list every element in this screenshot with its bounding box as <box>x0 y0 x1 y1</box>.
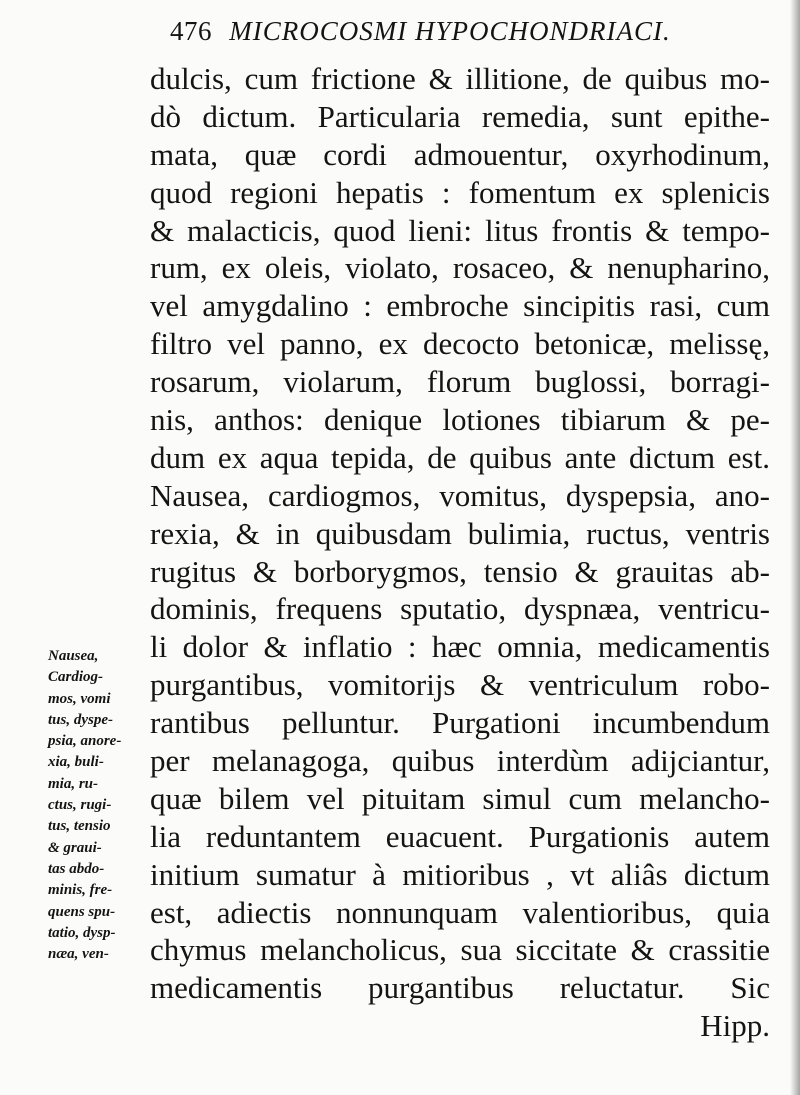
text-line: lia reduntantem euacuent. Purgationis autem <box>150 818 770 854</box>
text-line: li dolor & inflatio : hæc omnia, medicamentis <box>150 629 770 665</box>
margin-note-line: mos, vomi <box>48 690 111 707</box>
catchword-line: Hipp. <box>700 1008 770 1044</box>
text-line: filtro vel panno, ex decocto betonicæ, melissę, <box>150 326 770 362</box>
page-header <box>170 14 671 48</box>
text-line: purgantibus, vomitorijs & ventriculum robo- <box>150 667 770 703</box>
margin-note-line: tus, dyspe- <box>48 711 113 728</box>
margin-note-line: ctus, rugi- <box>48 797 112 814</box>
margin-note-line: minis, fre- <box>48 882 113 899</box>
margin-note-line: psia, anore- <box>48 733 122 750</box>
marginal-note <box>48 646 146 965</box>
text-line: quæ bilem vel pituitam simul cum melancho- <box>150 780 770 816</box>
text-line: est, adiectis nonnunquam valentioribus, quia <box>150 894 770 930</box>
text-line: dum ex aqua tepida, de quibus ante dictum est. <box>150 439 770 475</box>
main-text-column <box>150 60 770 1045</box>
margin-note-line: & graui- <box>48 839 102 856</box>
margin-note-line: quens spu- <box>48 903 116 920</box>
text-line: nis, anthos: denique lotiones tibiarum & pe- <box>150 402 770 438</box>
text-line: initium sumatur à mitioribus , vt aliâs dictum <box>150 856 770 892</box>
text-line: chymus melancholicus, sua siccitate & crassitie <box>150 932 770 968</box>
text-line: rantibus pelluntur. Purgationi incumbendum <box>150 705 770 741</box>
margin-note-line: tatio, dysp- <box>48 924 116 941</box>
text-line: medicamentis purgantibus reluctatur. Sic <box>150 970 770 1006</box>
text-line: dò dictum. Particularia remedia, sunt epithe- <box>150 98 770 134</box>
text-line: quod regioni hepatis : fomentum ex splenicis <box>150 174 770 210</box>
text-line: & malacticis, quod lieni: litus frontis & tempo- <box>150 212 770 248</box>
text-line: rexia, & in quibusdam bulimia, ructus, ventris <box>150 515 770 551</box>
text-line: dominis, frequens sputatio, dyspnæa, ventricu- <box>150 591 770 627</box>
margin-note-line: Cardiog- <box>48 669 104 686</box>
text-line: rosarum, violarum, florum buglossi, borragi- <box>150 364 770 400</box>
margin-note-line: tas abdo- <box>48 860 105 877</box>
margin-note-line: xia, buli- <box>48 754 104 771</box>
text-line: rum, ex oleis, violato, rosaceo, & nenupharino, <box>150 250 770 286</box>
text-line: per melanagoga, quibus interdùm adijciantur, <box>150 743 770 779</box>
page-edge-shadow <box>790 0 800 1095</box>
margin-note-line: mia, ru- <box>48 775 99 792</box>
margin-note-line: næa, ven- <box>48 946 109 963</box>
margin-note-line: Nausea, <box>48 648 99 664</box>
text-line: dulcis, cum frictione & illitione, de quibus mo- <box>150 61 770 96</box>
page-number: 476 <box>170 16 212 46</box>
text-line: Nausea, cardiogmos, vomitus, dyspepsia, ano- <box>150 477 770 513</box>
margin-note-line: tus, tensio <box>48 818 111 835</box>
text-line: mata, quæ cordi admouentur, oxyrhodinum, <box>150 136 770 172</box>
text-line: vel amygdalino : embroche sincipitis rasi, cum <box>150 288 770 324</box>
running-title: MICROCOSMI HYPOCHONDRIACI. <box>229 16 671 46</box>
text-line: rugitus & borborygmos, tensio & grauitas ab- <box>150 553 770 589</box>
